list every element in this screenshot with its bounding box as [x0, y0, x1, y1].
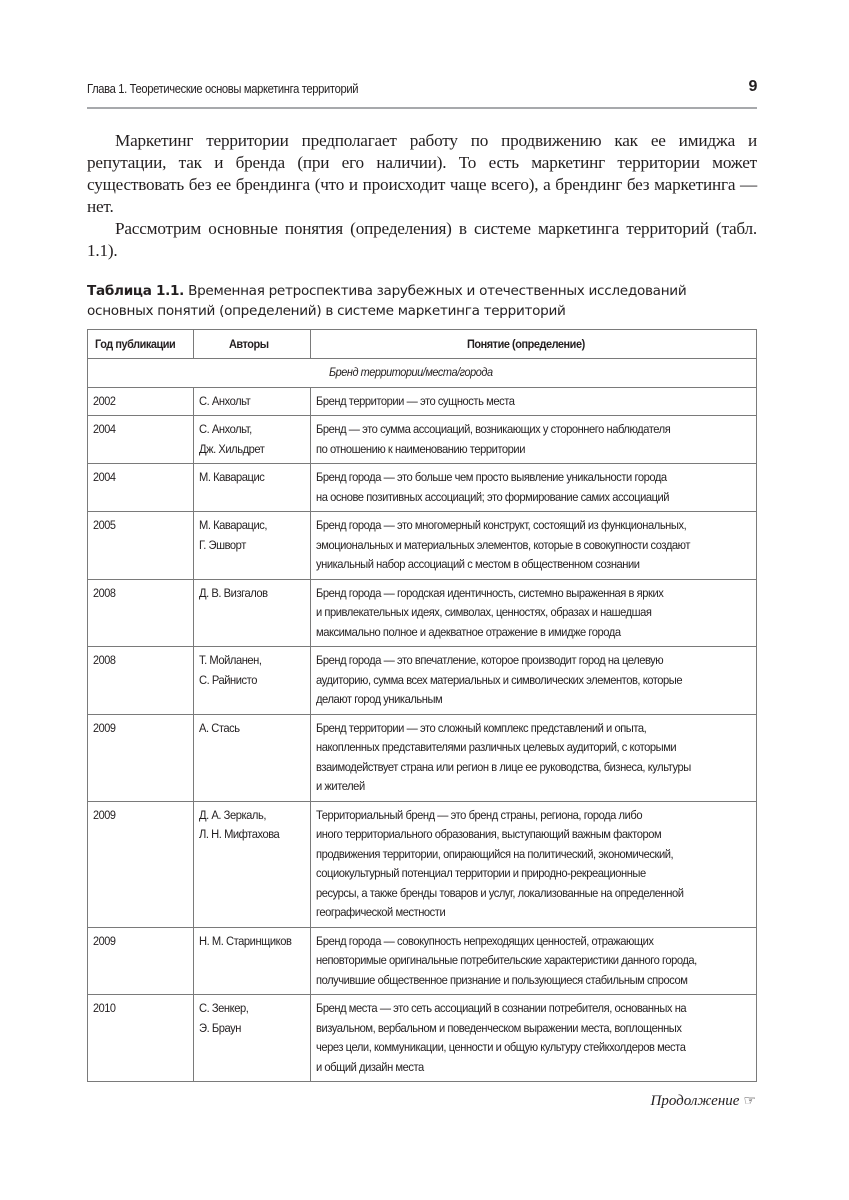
- paragraph: Маркетинг территории предполагает работу по продвижению как ее имиджа и репутации, так и бренда (при его наличии). То есть маркетинг территории может существовать без ее брендинга (что и происходит чаще всего), а брендинг без маркетинга — нет.: [87, 131, 757, 216]
- year-cell: 2009: [88, 801, 194, 927]
- definition-line: Бренд территории — это сущность места: [316, 393, 515, 408]
- definitions-table: [87, 329, 757, 1082]
- author-line: Д. А. Зеркаль,: [199, 807, 266, 822]
- definition-line: делают город уникальным: [316, 692, 443, 706]
- pointing-hand-icon: ☞: [743, 1094, 756, 1109]
- authors-cell: [194, 512, 311, 580]
- table-row: [88, 995, 757, 1082]
- author-line: Л. Н. Мифтахова: [199, 827, 280, 841]
- definition-cell: [311, 416, 757, 464]
- definition-line: и привлекательных идеях, символах, ценностях, образах и нашедшая: [316, 605, 652, 619]
- definition-cell: [311, 579, 757, 647]
- definition-line: через цели, коммуникации, ценности и общую культуру стейкхолдеров места: [316, 1040, 686, 1054]
- year-cell: 2010: [88, 995, 194, 1082]
- definition-line: Бренд места — это сеть ассоциаций в сознании потребителя, основанных на: [316, 1001, 687, 1015]
- author-line: Т. Мойланен,: [199, 653, 262, 667]
- table-caption-label: Таблица 1.1.: [87, 283, 185, 299]
- year-cell: 2009: [88, 714, 194, 801]
- definition-line: взаимодействует страна или регион в лице ее руководства, бизнеса, культуры: [316, 759, 691, 774]
- definition-line: максимально полное и адекватное отражение в имидже города: [316, 624, 621, 639]
- definition-line: эмоциональных и материальных элементов, которые в совокупности создают: [316, 537, 690, 552]
- definition-line: Бренд территории — это сложный комплекс представлений и опыта,: [316, 720, 647, 735]
- definition-cell: [311, 995, 757, 1082]
- authors-cell: [194, 464, 311, 512]
- section-title: Бренд территории/места/города: [88, 359, 757, 388]
- author-line: Г. Эшворт: [199, 537, 246, 552]
- table-caption: [87, 281, 727, 321]
- table-row: [88, 512, 757, 580]
- year-cell: 2005: [88, 512, 194, 580]
- definition-cell: [311, 464, 757, 512]
- definition-line: и жителей: [316, 779, 365, 793]
- definition-cell: [311, 927, 757, 995]
- table-row: [88, 387, 757, 416]
- definition-line: Бренд города — это многомерный конструкт, состоящий из функциональных,: [316, 518, 687, 532]
- table-caption-text: Временная ретроспектива зарубежных и отечественных исследований основных понятий (определений) в системе маркетинга территорий: [87, 283, 687, 319]
- author-line: С. Анхольт,: [199, 422, 252, 436]
- authors-cell: [194, 387, 311, 416]
- authors-cell: [194, 995, 311, 1082]
- definition-line: продвижения территории, опирающийся на политический, экономический,: [316, 846, 674, 861]
- author-line: С. Райнисто: [199, 672, 257, 687]
- definition-line: Бренд города — городская идентичность, системно выраженная в ярких: [316, 585, 664, 600]
- author-line: М. Каварацис: [199, 470, 265, 484]
- author-line: С. Анхольт: [199, 393, 251, 408]
- chapter-title: Глава 1. Теоретические основы маркетинга территорий: [87, 81, 359, 96]
- authors-cell: [194, 416, 311, 464]
- author-line: Н. М. Старинщиков: [199, 933, 292, 948]
- table-row: [88, 579, 757, 647]
- year-cell: 2008: [88, 579, 194, 647]
- table-row: [88, 464, 757, 512]
- body-text: [87, 130, 757, 262]
- year-cell: 2002: [88, 387, 194, 416]
- table-header-row: [88, 330, 757, 359]
- definition-cell: [311, 647, 757, 715]
- author-line: А. Стась: [199, 720, 240, 735]
- definition-line: географической местности: [316, 905, 446, 919]
- definition-line: иного территориального образования, выступающий важным фактором: [316, 827, 662, 841]
- definition-line: накопленных представителями различных целевых аудиторий, с которыми: [316, 740, 677, 754]
- table-row: [88, 714, 757, 801]
- header-divider: [87, 107, 757, 109]
- page-number: 9: [748, 78, 757, 95]
- definition-cell: [311, 512, 757, 580]
- definition-line: визуальном, вербальном и поведенческом выражении места, воплощенных: [316, 1020, 682, 1035]
- authors-cell: [194, 801, 311, 927]
- definition-line: уникальный набор ассоциаций с местом в общественном сознании: [316, 557, 640, 571]
- authors-cell: [194, 927, 311, 995]
- authors-cell: [194, 714, 311, 801]
- year-cell: 2008: [88, 647, 194, 715]
- table-section-row: [88, 359, 757, 388]
- definition-cell: [311, 801, 757, 927]
- year-cell: 2009: [88, 927, 194, 995]
- table-row: [88, 416, 757, 464]
- definition-cell: [311, 714, 757, 801]
- definition-line: неповторимые оригинальные потребительские характеристики данного города,: [316, 953, 697, 967]
- column-header-year: Год публикации: [88, 330, 194, 359]
- definition-line: Бренд города — это больше чем просто выявление уникальности города: [316, 470, 667, 484]
- continued-label: Продолжение: [650, 1093, 740, 1109]
- definition-line: по отношению к наименованию территории: [316, 441, 525, 456]
- definition-line: аудиторию, сумма всех материальных и символических элементов, которые: [316, 672, 683, 687]
- author-line: Э. Браун: [199, 1020, 241, 1035]
- author-line: М. Каварацис,: [199, 518, 268, 532]
- definition-cell: [311, 387, 757, 416]
- authors-cell: [194, 647, 311, 715]
- author-line: С. Зенкер,: [199, 1001, 249, 1015]
- year-cell: 2004: [88, 416, 194, 464]
- definition-line: Территориальный бренд — это бренд страны, региона, города либо: [316, 807, 643, 822]
- definition-line: ресурсы, а также бренды товаров и услуг, локализованные на определенной: [316, 885, 684, 900]
- continued-note: [651, 1093, 756, 1110]
- definition-line: на основе позитивных ассоциаций; это формирование самих ассоциаций: [316, 489, 670, 504]
- year-cell: 2004: [88, 464, 194, 512]
- definition-line: Бренд города — это впечатление, которое производит город на целевую: [316, 653, 664, 667]
- table-row: [88, 801, 757, 927]
- definition-line: получившие общественное признание и пользующиеся стабильным спросом: [316, 972, 688, 987]
- paragraph: Рассмотрим основные понятия (определения) в системе маркетинга территорий (табл. 1.1).: [87, 219, 757, 260]
- table-row: [88, 927, 757, 995]
- table-row: [88, 647, 757, 715]
- definition-line: и общий дизайн места: [316, 1059, 424, 1074]
- running-header: [87, 78, 757, 102]
- author-line: Д. В. Визгалов: [199, 585, 268, 600]
- author-line: Дж. Хильдрет: [199, 441, 265, 456]
- column-header-definition: Понятие (определение): [311, 330, 757, 359]
- definition-line: Бренд — это сумма ассоциаций, возникающих у стороннего наблюдателя: [316, 422, 671, 436]
- authors-cell: [194, 579, 311, 647]
- definition-line: Бренд города — совокупность непреходящих ценностей, отражающих: [316, 933, 654, 948]
- column-header-authors: Авторы: [194, 330, 311, 359]
- definition-line: социокультурный потенциал территории и природно-рекреационные: [316, 866, 646, 880]
